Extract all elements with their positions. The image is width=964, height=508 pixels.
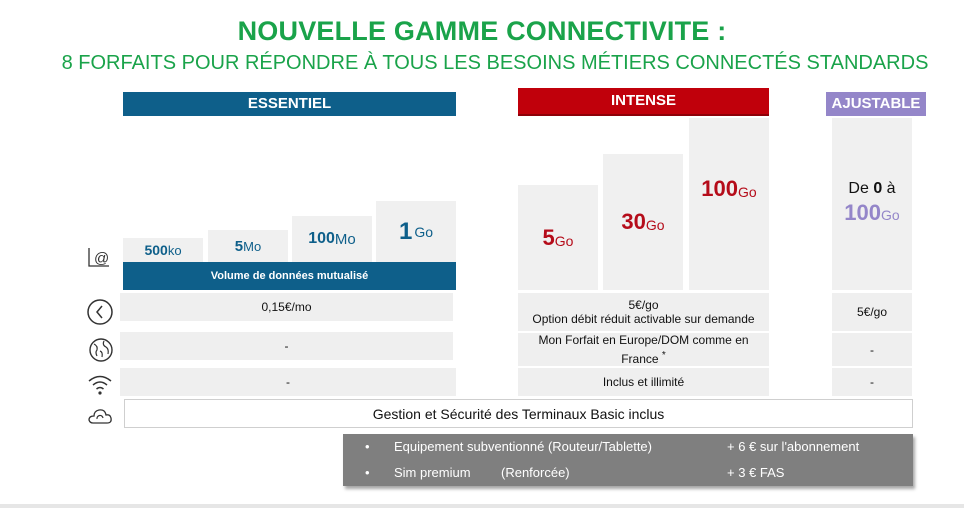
footer-divider <box>0 504 964 508</box>
plan-bar-100mo: 100 Mo <box>292 216 372 262</box>
intense-roaming <box>518 333 769 366</box>
intense-roaming-line1: Mon Forfait en Europe/DOM comme en <box>538 332 749 347</box>
gestion-row: Gestion et Sécurité des Terminaux Basic inclus <box>124 399 913 428</box>
option-equipement-price: + 6 € sur l'abonnement <box>727 439 860 454</box>
page-subtitle: 8 FORFAITS POUR RÉPONDRE À TOUS LES BESOINS MÉTIERS CONNECTÉS STANDARDS <box>61 52 929 74</box>
plan-bar-500ko: 500 ko <box>123 238 203 262</box>
svg-text:@: @ <box>94 250 110 267</box>
option-sim-label: Sim premium <box>394 465 471 480</box>
option-bullet: • <box>365 465 370 480</box>
mutualise-banner: Volume de données mutualisé <box>123 262 456 290</box>
intense-roaming-star: * <box>661 349 666 361</box>
plan-bar-30go: 30 Go <box>603 154 683 290</box>
globe-icon <box>88 337 114 368</box>
option-sim-price: + 3 € FAS <box>727 465 785 480</box>
plan-bar-5mo: 5 Mo <box>208 230 288 262</box>
ajustable-wifi: - <box>832 368 912 396</box>
intense-roaming-line2: France <box>621 351 659 366</box>
wifi-icon <box>86 372 114 401</box>
intense-hors-forfait-price: 5€/go <box>628 298 659 312</box>
ajustable-hors-forfait: 5€/go <box>832 293 912 331</box>
option-bullet: • <box>365 439 370 454</box>
option-equipement-label: Equipement subventionné (Routeur/Tablette) <box>394 439 652 454</box>
ajustable-roaming: - <box>832 333 912 366</box>
ajustable-max-unit: Go <box>881 207 900 223</box>
essentiel-header: ESSENTIEL <box>123 92 456 116</box>
ajustable-prefix: De <box>848 180 869 197</box>
cloud-sync-icon <box>86 405 114 432</box>
options-box <box>343 434 913 486</box>
intense-wifi: Inclus et illimité <box>518 368 769 396</box>
essentiel-wifi: - <box>120 368 456 396</box>
ajustable-header: AJUSTABLE <box>826 92 926 116</box>
plan-bar-ajustable <box>832 118 912 290</box>
plan-bar-5go: 5 Go <box>518 185 598 290</box>
intense-hors-forfait <box>518 293 769 331</box>
page-title: NOUVELLE GAMME CONNECTIVITE : <box>237 16 727 46</box>
ajustable-min: 0 <box>873 180 883 197</box>
at-sign-icon <box>86 246 112 275</box>
plan-bar-1go: 1 Go <box>376 201 456 262</box>
ajustable-max: 100 <box>844 200 882 225</box>
ajustable-mid: à <box>886 180 896 197</box>
essentiel-roaming: - <box>120 332 453 360</box>
plan-bar-100go: 100 Go <box>689 118 769 290</box>
clock-icon <box>86 298 114 331</box>
essentiel-hors-forfait: 0,15€/mo <box>120 293 453 321</box>
option-sim-extra: (Renforcée) <box>501 465 570 480</box>
intense-header: INTENSE <box>518 88 769 116</box>
intense-hors-forfait-option: Option débit réduit activable sur demande <box>532 312 755 326</box>
